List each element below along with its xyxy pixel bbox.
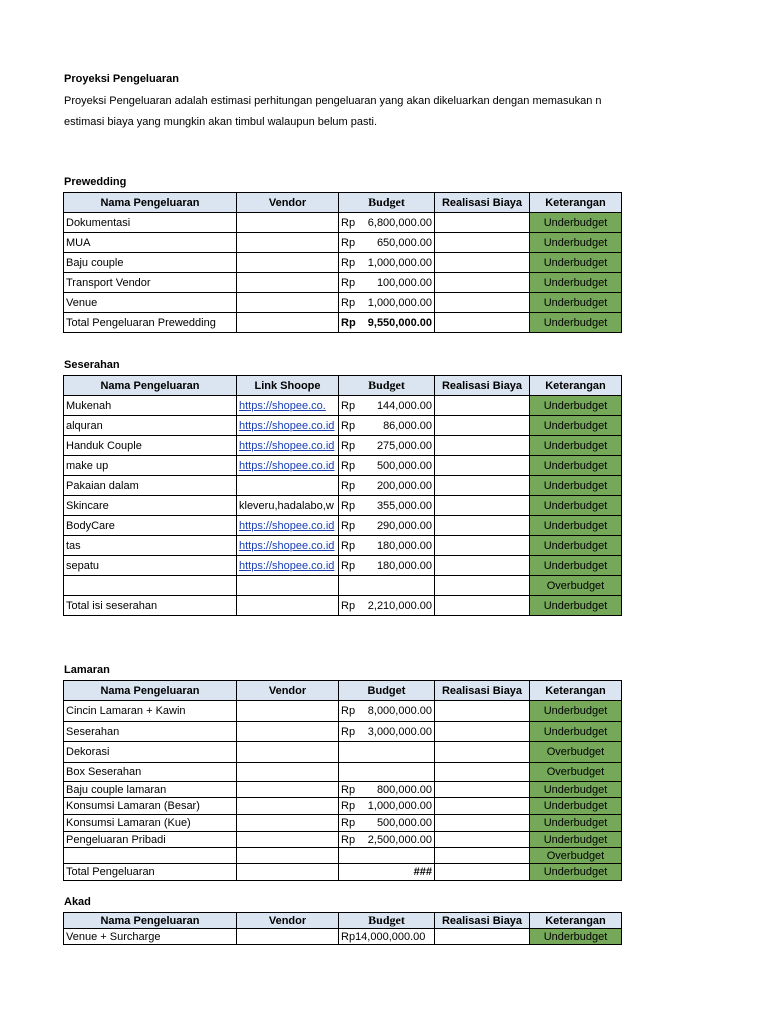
cell-keterangan[interactable]: Underbudget <box>530 596 622 616</box>
header-row <box>64 913 622 929</box>
cell-vendor[interactable] <box>237 476 339 496</box>
amount-value: 9,550,000.00 <box>367 316 432 329</box>
cell-budget[interactable] <box>339 596 435 616</box>
cell-budget[interactable] <box>339 722 435 742</box>
cell-realisasi[interactable] <box>435 416 530 436</box>
cell-keterangan[interactable]: Underbudget <box>530 313 622 333</box>
cell-link[interactable]: https://shopee.co.id <box>237 416 339 436</box>
description-line-1: Proyeksi Pengeluaran adalah estimasi perhitungan pengeluaran yang akan dikeluarkan dengan memasukan n <box>64 95 602 107</box>
cell-realisasi[interactable] <box>435 516 530 536</box>
cell-realisasi[interactable] <box>435 832 530 848</box>
header-name: Nama Pengeluaran <box>64 193 237 213</box>
cell-link[interactable]: https://shopee.co. <box>237 396 339 416</box>
header-vendor: Link Shoope <box>237 376 339 396</box>
table-row <box>64 701 622 722</box>
cell-keterangan[interactable]: Underbudget <box>530 536 622 556</box>
cell-name[interactable]: Seserahan <box>64 722 237 742</box>
cell-keterangan[interactable]: Underbudget <box>530 396 622 416</box>
table-row <box>64 576 622 596</box>
amount-value: 290,000.00 <box>376 519 432 532</box>
cell-keterangan[interactable]: Underbudget <box>530 213 622 233</box>
amount-value: 180,000.00 <box>376 559 432 572</box>
cell-realisasi[interactable] <box>435 763 530 782</box>
header-keterangan: Keterangan <box>530 193 622 213</box>
cell-budget[interactable] <box>339 253 435 273</box>
currency-label: Rp <box>341 559 356 572</box>
header-budget: Budget <box>339 376 435 396</box>
cell-realisasi[interactable] <box>435 496 530 516</box>
header-vendor: Vendor <box>237 913 339 929</box>
amount-value: 6,800,000.00 <box>367 216 432 229</box>
cell-name[interactable]: BodyCare <box>64 516 237 536</box>
cell-keterangan[interactable]: Underbudget <box>530 456 622 476</box>
cell-name[interactable]: tas <box>64 536 237 556</box>
cell-name[interactable]: Transport Vendor <box>64 273 237 293</box>
cell-budget[interactable] <box>339 556 435 576</box>
cell-budget[interactable] <box>339 436 435 456</box>
header-realisasi: Realisasi Biaya <box>435 681 530 701</box>
table-row <box>64 213 622 233</box>
cell-name[interactable] <box>64 576 237 596</box>
amount-value: 1,000,000.00 <box>367 256 432 269</box>
table-row <box>64 556 622 576</box>
header-row <box>64 193 622 213</box>
amount-value: 1,000,000.00 <box>367 296 432 309</box>
cell-link[interactable]: https://shopee.co.id <box>237 516 339 536</box>
cell-realisasi[interactable] <box>435 233 530 253</box>
cell-realisasi[interactable] <box>435 556 530 576</box>
amount-value: 1,000,000.00 <box>367 800 432 812</box>
cell-realisasi[interactable] <box>435 782 530 798</box>
cell-keterangan[interactable]: Underbudget <box>530 782 622 798</box>
amount-value: 500,000.00 <box>376 459 432 472</box>
cell-keterangan[interactable]: Underbudget <box>530 815 622 832</box>
header-vendor: Vendor <box>237 193 339 213</box>
cell-keterangan[interactable]: Underbudget <box>530 476 622 496</box>
cell-name[interactable]: Dekorasi <box>64 742 237 763</box>
cell-vendor[interactable] <box>237 742 339 763</box>
table-row <box>64 742 622 763</box>
table-row <box>64 313 622 333</box>
table-row <box>64 416 622 436</box>
akad-table <box>63 912 622 945</box>
cell-vendor[interactable] <box>237 848 339 864</box>
currency-label: Rp <box>341 539 356 552</box>
cell-budget[interactable] <box>339 233 435 253</box>
cell-realisasi[interactable] <box>435 722 530 742</box>
cell-budget[interactable] <box>339 496 435 516</box>
cell-budget[interactable] <box>339 273 435 293</box>
cell-vendor[interactable] <box>237 293 339 313</box>
cell-keterangan[interactable]: Underbudget <box>530 556 622 576</box>
cell-name[interactable]: alquran <box>64 416 237 436</box>
cell-vendor[interactable] <box>237 832 339 848</box>
cell-keterangan[interactable]: Underbudget <box>530 293 622 313</box>
table-row <box>64 396 622 416</box>
cell-budget[interactable] <box>339 576 435 596</box>
header-vendor: Vendor <box>237 681 339 701</box>
header-keterangan: Keterangan <box>530 681 622 701</box>
overflow-marker: ### <box>413 866 432 878</box>
cell-realisasi[interactable] <box>435 253 530 273</box>
currency-label: Rp <box>341 599 356 612</box>
cell-budget[interactable] <box>339 536 435 556</box>
amount-value: 8,000,000.00 <box>367 705 432 717</box>
header-realisasi: Realisasi Biaya <box>435 376 530 396</box>
cell-keterangan[interactable]: Underbudget <box>530 436 622 456</box>
table-row <box>64 233 622 253</box>
amount-value: 2,210,000.00 <box>367 599 432 612</box>
cell-realisasi[interactable] <box>435 436 530 456</box>
cell-name[interactable]: Box Seserahan <box>64 763 237 782</box>
cell-realisasi[interactable] <box>435 864 530 881</box>
cell-realisasi[interactable] <box>435 213 530 233</box>
cell-link[interactable]: https://shopee.co.id <box>237 556 339 576</box>
cell-realisasi[interactable] <box>435 273 530 293</box>
cell-keterangan[interactable]: Underbudget <box>530 273 622 293</box>
table-row <box>64 516 622 536</box>
table-row <box>64 798 622 815</box>
header-name: Nama Pengeluaran <box>64 681 237 701</box>
header-name: Nama Pengeluaran <box>64 376 237 396</box>
table-row <box>64 496 622 516</box>
cell-realisasi[interactable] <box>435 476 530 496</box>
cell-keterangan[interactable]: Underbudget <box>530 929 622 945</box>
table-row <box>64 815 622 832</box>
amount-value: 86,000.00 <box>383 419 432 432</box>
header-keterangan: Keterangan <box>530 376 622 396</box>
cell-keterangan[interactable]: Overbudget <box>530 742 622 763</box>
cell-realisasi[interactable] <box>435 396 530 416</box>
currency-label: Rp <box>341 499 356 512</box>
header-budget: Budget <box>339 913 435 929</box>
cell-budget[interactable] <box>339 782 435 798</box>
cell-name[interactable] <box>64 848 237 864</box>
cell-budget[interactable] <box>339 416 435 436</box>
currency-label: Rp <box>341 459 356 472</box>
cell-keterangan[interactable]: Underbudget <box>530 516 622 536</box>
cell-budget[interactable] <box>339 848 435 864</box>
table-row <box>64 476 622 496</box>
cell-name[interactable]: Total Pengeluaran Prewedding <box>64 313 237 333</box>
cell-realisasi[interactable] <box>435 313 530 333</box>
amount-value: 275,000.00 <box>376 439 432 452</box>
table-row <box>64 456 622 476</box>
cell-name[interactable]: Dokumentasi <box>64 213 237 233</box>
currency-label: Rp <box>341 800 356 812</box>
cell-keterangan[interactable]: Underbudget <box>530 832 622 848</box>
currency-label: Rp <box>341 316 356 329</box>
cell-budget[interactable] <box>339 516 435 536</box>
cell-name[interactable]: Konsumsi Lamaran (Besar) <box>64 798 237 815</box>
cell-vendor[interactable] <box>237 782 339 798</box>
cell-vendor[interactable] <box>237 253 339 273</box>
cell-keterangan[interactable]: Underbudget <box>530 864 622 881</box>
cell-name[interactable]: Baju couple <box>64 253 237 273</box>
cell-link[interactable]: https://shopee.co.id <box>237 436 339 456</box>
cell-budget[interactable] <box>339 213 435 233</box>
cell-realisasi[interactable] <box>435 576 530 596</box>
header-row <box>64 376 622 396</box>
header-budget: Budget <box>339 193 435 213</box>
cell-vendor[interactable] <box>237 864 339 881</box>
cell-budget[interactable] <box>339 313 435 333</box>
cell-link[interactable]: https://shopee.co.id <box>237 536 339 556</box>
cell-keterangan[interactable]: Overbudget <box>530 576 622 596</box>
cell-vendor[interactable] <box>237 815 339 832</box>
cell-realisasi[interactable] <box>435 456 530 476</box>
amount-value: 144,000.00 <box>376 399 432 412</box>
cell-budget[interactable] <box>339 929 435 945</box>
cell-keterangan[interactable]: Underbudget <box>530 496 622 516</box>
currency-label: Rp <box>341 519 356 532</box>
cell-budget[interactable] <box>339 763 435 782</box>
cell-realisasi[interactable] <box>435 536 530 556</box>
prewedding-table <box>63 192 622 333</box>
currency-label: Rp <box>341 419 356 432</box>
cell-name[interactable]: make up <box>64 456 237 476</box>
table-row <box>64 273 622 293</box>
currency-label: Rp <box>341 296 356 309</box>
cell-vendor[interactable] <box>237 596 339 616</box>
amount-value: 800,000.00 <box>376 783 432 796</box>
cell-vendor[interactable] <box>237 576 339 596</box>
table-row <box>64 536 622 556</box>
cell-name[interactable]: Skincare <box>64 496 237 516</box>
amount-value: 180,000.00 <box>376 539 432 552</box>
table-row <box>64 929 622 945</box>
amount-value: 650,000.00 <box>376 236 432 249</box>
seserahan-table <box>63 375 622 616</box>
table-row <box>64 763 622 782</box>
cell-name[interactable]: Handuk Couple <box>64 436 237 456</box>
section-title-prewedding: Prewedding <box>64 176 127 188</box>
cell-vendor[interactable] <box>237 722 339 742</box>
section-title-akad: Akad <box>64 896 91 908</box>
currency-label: Rp <box>341 930 356 943</box>
section-title-seserahan: Seserahan <box>64 359 120 371</box>
currency-label: Rp <box>341 725 356 738</box>
table-row <box>64 864 622 881</box>
cell-link[interactable]: https://shopee.co.id <box>237 456 339 476</box>
currency-label: Rp <box>341 479 356 492</box>
cell-name[interactable]: Pakaian dalam <box>64 476 237 496</box>
table-row <box>64 436 622 456</box>
currency-label: Rp <box>341 256 356 269</box>
currency-label: Rp <box>341 276 356 289</box>
cell-name[interactable]: sepatu <box>64 556 237 576</box>
amount-value: 100,000.00 <box>376 276 432 289</box>
cell-budget[interactable] <box>339 456 435 476</box>
header-realisasi: Realisasi Biaya <box>435 193 530 213</box>
table-row <box>64 832 622 848</box>
amount-value: 2,500,000.00 <box>367 833 432 846</box>
header-budget: Budget <box>339 681 435 701</box>
cell-budget[interactable] <box>339 293 435 313</box>
cell-name[interactable]: Total isi seserahan <box>64 596 237 616</box>
cell-realisasi[interactable] <box>435 929 530 945</box>
table-row <box>64 782 622 798</box>
amount-value: 3,000,000.00 <box>367 725 432 738</box>
cell-keterangan[interactable]: Underbudget <box>530 233 622 253</box>
description-line-2: estimasi biaya yang mungkin akan timbul walaupun belum pasti. <box>64 116 378 128</box>
cell-realisasi[interactable] <box>435 596 530 616</box>
cell-realisasi[interactable] <box>435 293 530 313</box>
currency-label: Rp <box>341 705 356 717</box>
cell-budget[interactable] <box>339 798 435 815</box>
cell-realisasi[interactable] <box>435 815 530 832</box>
currency-label: Rp <box>341 783 356 796</box>
cell-vendor[interactable] <box>237 313 339 333</box>
currency-label: Rp <box>341 216 356 229</box>
table-row <box>64 293 622 313</box>
cell-keterangan[interactable]: Underbudget <box>530 798 622 815</box>
cell-budget[interactable] <box>339 864 435 881</box>
cell-keterangan[interactable]: Overbudget <box>530 848 622 864</box>
header-row <box>64 681 622 701</box>
cell-realisasi[interactable] <box>435 798 530 815</box>
amount-value: 355,000.00 <box>376 499 432 512</box>
cell-name[interactable]: Konsumsi Lamaran (Kue) <box>64 815 237 832</box>
cell-vendor[interactable] <box>237 798 339 815</box>
currency-label: Rp <box>341 399 356 412</box>
cell-keterangan[interactable]: Underbudget <box>530 701 622 722</box>
amount-value: 14,000,000.00 <box>355 930 426 943</box>
table-row <box>64 253 622 273</box>
currency-label: Rp <box>341 236 356 249</box>
header-keterangan: Keterangan <box>530 913 622 929</box>
cell-budget[interactable] <box>339 832 435 848</box>
cell-name[interactable]: Venue <box>64 293 237 313</box>
currency-label: Rp <box>341 817 356 829</box>
amount-value: 200,000.00 <box>376 479 432 492</box>
cell-name[interactable]: MUA <box>64 233 237 253</box>
cell-vendor[interactable] <box>237 763 339 782</box>
currency-label: Rp <box>341 439 356 452</box>
cell-realisasi[interactable] <box>435 701 530 722</box>
cell-keterangan[interactable]: Underbudget <box>530 722 622 742</box>
cell-name[interactable]: Pengeluaran Pribadi <box>64 832 237 848</box>
table-row <box>64 596 622 616</box>
section-title-lamaran: Lamaran <box>64 664 110 676</box>
cell-keterangan[interactable]: Underbudget <box>530 416 622 436</box>
header-name: Nama Pengeluaran <box>64 913 237 929</box>
currency-label: Rp <box>341 833 356 846</box>
cell-vendor[interactable] <box>237 213 339 233</box>
cell-vendor[interactable] <box>237 929 339 945</box>
table-row <box>64 722 622 742</box>
cell-budget[interactable] <box>339 815 435 832</box>
cell-vendor[interactable] <box>237 701 339 722</box>
cell-name[interactable]: Venue + Surcharge <box>64 929 237 945</box>
cell-name[interactable]: Baju couple lamaran <box>64 782 237 798</box>
cell-keterangan[interactable]: Underbudget <box>530 253 622 273</box>
page-title: Proyeksi Pengeluaran <box>64 73 179 85</box>
cell-realisasi[interactable] <box>435 848 530 864</box>
lamaran-table <box>63 680 622 881</box>
table-row <box>64 848 622 864</box>
amount-value: 500,000.00 <box>376 817 432 829</box>
header-realisasi: Realisasi Biaya <box>435 913 530 929</box>
cell-keterangan[interactable]: Overbudget <box>530 763 622 782</box>
cell-name[interactable]: Mukenah <box>64 396 237 416</box>
cell-name[interactable]: Total Pengeluaran <box>64 864 237 881</box>
cell-vendor[interactable] <box>237 233 339 253</box>
cell-realisasi[interactable] <box>435 742 530 763</box>
cell-budget[interactable] <box>339 476 435 496</box>
cell-vendor[interactable]: kleveru,hadalabo,w <box>237 496 339 516</box>
cell-budget[interactable] <box>339 742 435 763</box>
cell-name[interactable]: Cincin Lamaran + Kawin <box>64 701 237 722</box>
cell-vendor[interactable] <box>237 273 339 293</box>
cell-budget[interactable] <box>339 701 435 722</box>
cell-budget[interactable] <box>339 396 435 416</box>
